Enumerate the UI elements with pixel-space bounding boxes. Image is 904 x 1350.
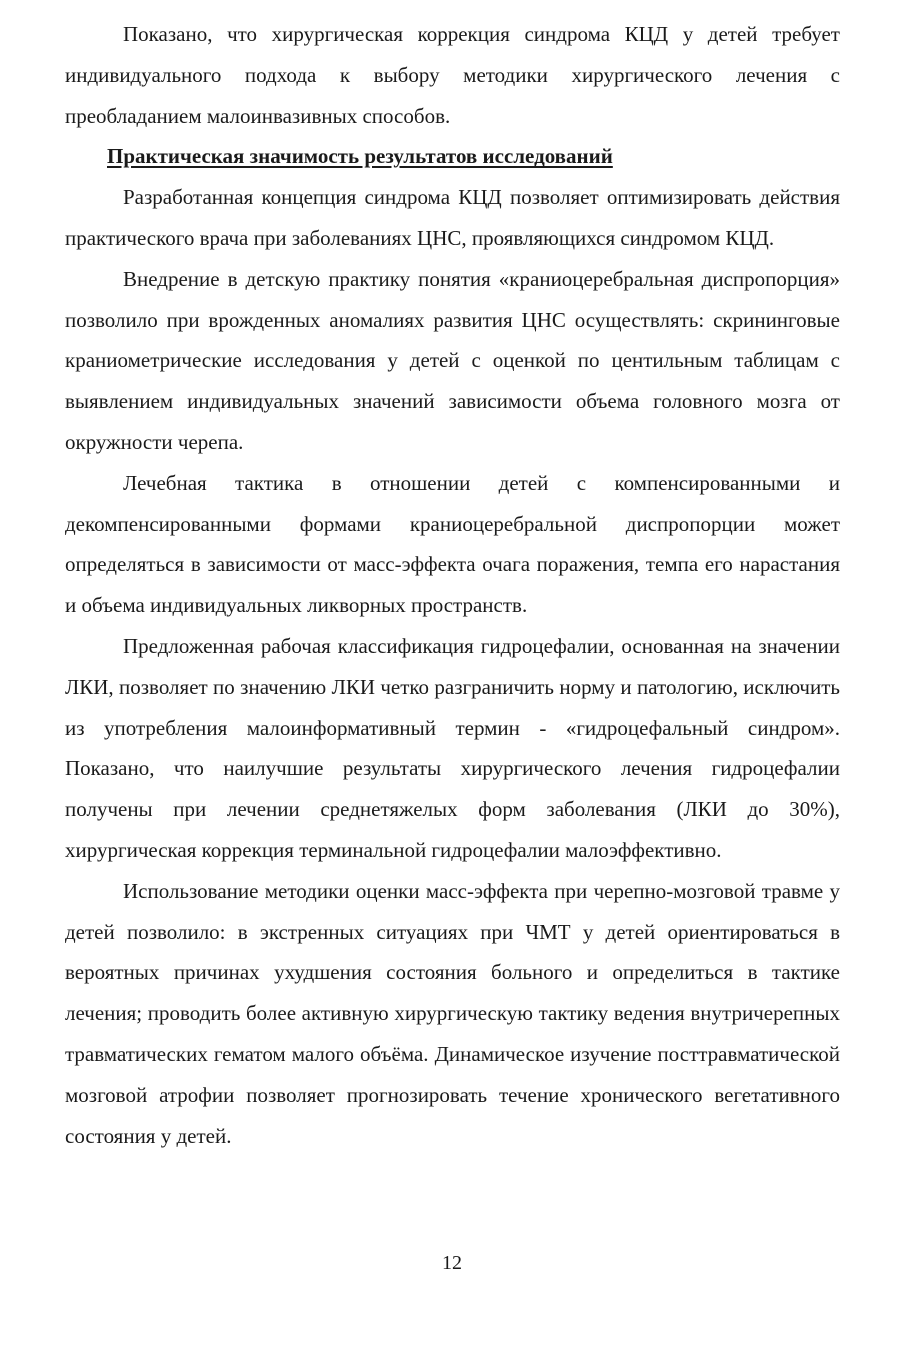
page-number: 12	[442, 1252, 462, 1274]
paragraph-concept: Разработанная концепция синдрома КЦД позволяет оптимизировать действия практического врача при заболеваниях ЦНС, проявляющихся синдромом КЦД.	[65, 185, 840, 250]
intro-paragraph: Показано, что хирургическая коррекция синдрома КЦД у детей требует индивидуального подхода к выбору методики хирургического лечения с преобладанием малоинвазивных способов.	[65, 22, 840, 128]
paragraph-hydrocephalus-classification: Предложенная рабочая классификация гидроцефалии, основанная на значении ЛКИ, позволяет по значению ЛКИ четко разграничить норму и патологию, исключить из употребления малоинформативный термин - «гидроцефальный синдром». Показано, что наилучшие результаты хирургического лечения гидроцефалии получены при лечении среднетяжелых форм заболевания (ЛКИ до 30%), хирургическая коррекция терминальной гидроцефалии малоэффективно.	[65, 633, 840, 862]
document-page	[65, 14, 840, 1156]
section-heading: Практическая значимость результатов исследований	[107, 144, 613, 169]
paragraph-disproportion: Внедрение в детскую практику понятия «краниоцеребральная диспропорция» позволило при врожденных аномалиях развития ЦНС осуществлять: скрининговые краниометрические исследования у детей с оценкой по центильным таблицам с выявлением индивидуальных значений зависимости объема головного мозга от окружности черепа.	[65, 266, 840, 454]
paragraph-treatment-tactics: Лечебная тактика в отношении детей с компенсированными и декомпенсированными формами краниоцеребральной диспропорции может определяться в зависимости от масс-эффекта очага поражения, темпа его нарастания и объема индивидуальных ликворных пространств.	[65, 470, 840, 618]
paragraph-mass-effect: Использование методики оценки масс-эффекта при черепно-мозговой травме у детей позволило: в экстренных ситуациях при ЧМТ у детей ориентироваться в вероятных причинах ухудшения состояния больного и определиться в тактике лечения; проводить более активную хирургическую тактику ведения внутричерепных травматических гематом малого объёма. Динамическое изучение посттравматической мозговой атрофии позволяет прогнозировать течение хронического вегетативного состояния у детей.	[65, 878, 840, 1148]
